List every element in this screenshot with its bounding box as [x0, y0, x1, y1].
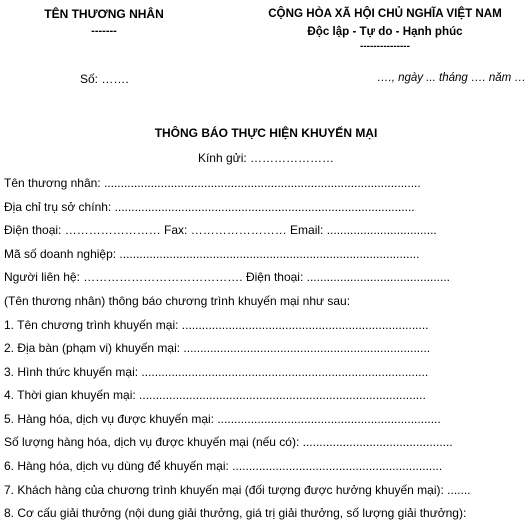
field-phone-fax-email: Điện thoại: …………………… Fax: …………………… Email: .................................: [4, 223, 437, 237]
item-promoted-goods: 5. Hàng hóa, dịch vụ được khuyến mại: ...................................................................: [4, 412, 441, 426]
item-form: 3. Hình thức khuyến mại: ......................................................................................: [4, 365, 429, 379]
national-motto: Độc lập - Tự do - Hạnh phúc: [307, 25, 463, 38]
document-number: Số: …….: [80, 72, 129, 86]
field-contact-person: Người liên hệ: …………………………………. Điện thoại: ...........................................: [4, 270, 451, 284]
document-title: THÔNG BÁO THỰC HIỆN KHUYẾN MẠI: [154, 126, 378, 140]
document-date: …., ngày ... tháng …. năm …: [377, 72, 526, 84]
item-prize-structure: 8. Cơ cấu giải thưởng (nội dung giải thưởng, giá trị giải thưởng, số lượng giải thưởng):: [4, 506, 467, 520]
item-quantity: Số lượng hàng hóa, dịch vụ được khuyến mại (nếu có): .............................................: [4, 435, 453, 449]
national-title: CỘNG HÒA XÃ HỘI CHỦ NGHĨA VIỆT NAM: [268, 7, 502, 20]
intro-text: (Tên thương nhân) thông báo chương trình khuyến mại như sau:: [4, 294, 351, 308]
merchant-name-heading: TÊN THƯƠNG NHÂN: [44, 7, 164, 21]
merchant-dashes: -------: [91, 25, 117, 37]
item-program-name: 1. Tên chương trình khuyến mại: ..........................................................................: [4, 318, 429, 332]
field-merchant-name: Tên thương nhân: ...............................................................................................: [4, 176, 421, 190]
item-area: 2. Địa bàn (phạm vi) khuyến mại: ..........................................................................: [4, 341, 431, 355]
item-promo-goods-used: 6. Hàng hóa, dịch vụ dùng để khuyến mại: ...............................................................: [4, 459, 443, 473]
motto-dashes: ---------------: [360, 41, 410, 52]
item-customers: 7. Khách hàng của chương trình khuyến mại (đối tượng được hưởng khuyến mại): .......: [4, 483, 471, 497]
item-time: 4. Thời gian khuyến mại: ......................................................................................: [4, 388, 426, 402]
field-enterprise-code: Mã số doanh nghiệp: ..........................................................................................: [4, 247, 420, 261]
recipient-line: Kính gửi: …………………: [197, 151, 335, 165]
field-head-office-address: Địa chỉ trụ sở chính: ..........................................................................................: [4, 200, 415, 214]
